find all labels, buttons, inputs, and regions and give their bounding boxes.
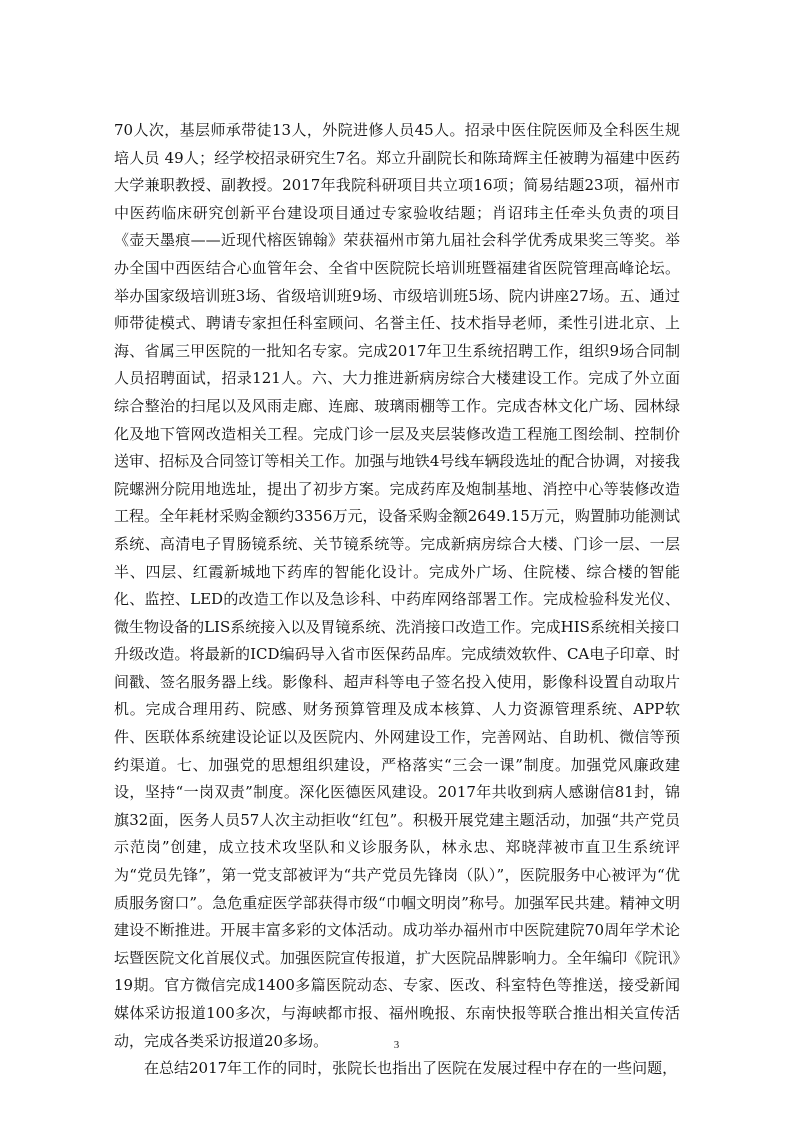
- page-number: 3: [393, 1039, 400, 1051]
- paragraph-1: 70人次，基层师承带徒13人，外院进修人员45人。招录中医住院医师及全科医生规培人员 49人；经学校招录研究生7名。郑立升副院长和陈琦辉主任被聘为福建中医药大学兼职教授、副教授。2017年我院科研项目共立项16项；简易结题23项，福州市中医药临床研究创新平台建设项目通过专家验收结题；肖诏玮主任牵头负责的项目《壶天墨痕——近现代榕医锦翰》荣获福州市第九届社会科学优秀成果奖三等奖。举办全国中西医结合心血管年会、全省中医院院长培训班暨福建省医院管理高峰论坛。举办国家级培训班3场、省级培训班9场、市级培训班5场、院内讲座27场。五、通过师带徒模式、聘请专家担任科室顾问、名誉主任、技术指导老师，柔性引进北京、上海、省属三甲医院的一批知名专家。完成2017年卫生系统招聘工作，组织9场合同制人员招聘面试，招录121人。六、大力推进新病房综合大楼建设工作。完成了外立面综合整治的扫尾以及风雨走廊、连廊、玻璃雨棚等工作。完成杏林文化广场、园林绿化及地下管网改造相关工程。完成门诊一层及夹层装修改造工程施工图绘制、控制价送审、招标及合同签订等相关工作。加强与地铁4号线车辆段选址的配合协调，对接我院螺洲分院用地选址，提出了初步方案。完成药库及炮制基地、消控中心等装修改造工程。全年耗材采购金额约3356万元，设备采购金额2649.15万元，购置肺功能测试系统、高清电子胃肠镜系统、关节镜系统等。完成新病房综合大楼、门诊一层、一层半、四层、红霞新城地下药库的智能化设计。完成外广场、住院楼、综合楼的智能化、监控、LED的改造工作以及急诊科、中药库网络部署工作。完成检验科发光仪、微生物设备的LIS系统接入以及胃镜系统、洗消接口改造工作。完成HIS系统相关接口升级改造。将最新的ICD编码导入省市医保药品库。完成绩效软件、CA电子印章、时间戳、签名服务器上线。影像科、超声科等电子签名投入使用，影像科设置自动取片机。完成合理用药、院感、财务预算管理及成本核算、人力资源管理系统、APP软件、医联体系统建设论证以及医院内、外网建设工作，完善网站、自助机、微信等预约渠道。七、加强党的思想组织建设，严格落实“三会一课”制度。加强党风廉政建设，坚持“一岗双责”制度。深化医德医风建设。2017年共收到病人感谢信81封，锦旗32面，医务人员57人次主动拒收“红包”。积极开展党建主题活动，加强“共产党员示范岗”创建，成立技术攻坚队和义诊服务队，林永忠、郑晓萍被市直卫生系统评为“党员先锋”，第一党支部被评为“共产党员先锋岗（队）”，医院服务中心被评为“优质服务窗口”。急危重症医学部获得市级“巾帼文明岗”称号。加强军民共建。精神文明建设不断推进。开展丰富多彩的文体活动。成功举办福州市中医院建院70周年学术论坛暨医院文化首展仪式。加强医院宣传报道，扩大医院品牌影响力。全年编印《院讯》19期。官方微信完成1400多篇医院动态、专家、医改、科室特色等推送，接受新闻媒体采访报道100多次，与海峡都市报、福州晚报、东南快报等联合推出相关宣传活动，完成各类采访报道20多场。: [114, 121, 680, 1050]
- paragraph-2: 在总结2017年工作的同时，张院长也指出了医院在发展过程中存在的一些问题，: [144, 1059, 678, 1078]
- body-text: [114, 117, 680, 1083]
